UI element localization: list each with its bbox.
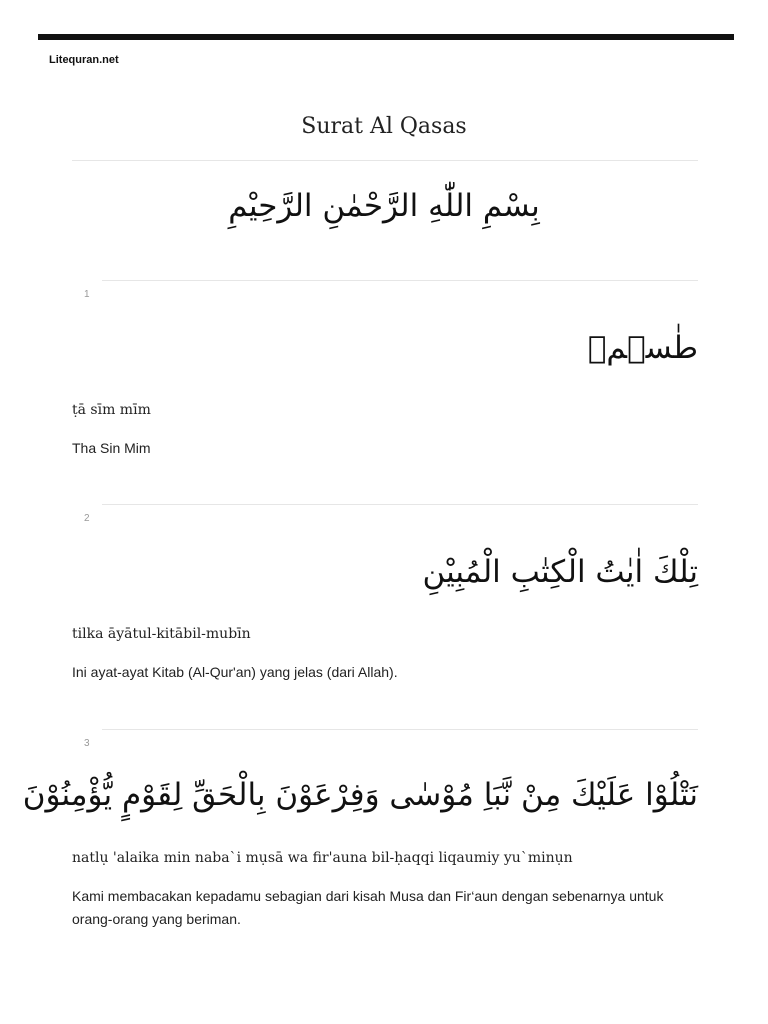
- verse-arabic: طٰسۤمۤ: [587, 330, 698, 366]
- top-bar: [38, 34, 734, 40]
- verse-divider: [102, 729, 698, 730]
- verse-latin: tilka āyātul-kitābil-mubīn: [72, 626, 251, 642]
- site-logo-link[interactable]: Litequran.net: [49, 54, 119, 66]
- verse-arabic: نَتْلُوْا عَلَيْكَ مِنْ نَّبَاِ مُوْسٰى وَفِرْعَوْنَ بِالْحَقِّ لِقَوْمٍ يُّؤْمِنُوْنَ: [22, 777, 698, 813]
- verse-divider: [102, 504, 698, 505]
- verse-translation: Ini ayat-ayat Kitab (Al-Qur'an) yang jelas (dari Allah).: [72, 664, 398, 680]
- verse-arabic: تِلْكَ اٰيٰتُ الْكِتٰبِ الْمُبِيْنِ: [422, 554, 698, 590]
- verse-number: 3: [84, 738, 90, 749]
- verse-translation: Kami membacakan kepadamu sebagian dari kisah Musa dan Fir‘aun dengan sebenarnya untuk orang-orang yang beriman.: [72, 888, 664, 927]
- verse-latin: ṭā sīm mīm: [72, 402, 151, 418]
- bismillah: بِسْمِ اللّٰهِ الرَّحْمٰنِ الرَّحِيْمِ: [228, 188, 540, 224]
- verse-latin: natlụ 'alaika min naba`i mụsā wa fir'auna bil-ḥaqqi liqaumiy yu`minụn: [72, 850, 573, 866]
- verse-number: 1: [84, 289, 90, 300]
- verse-translation: Tha Sin Mim: [72, 440, 151, 456]
- page-title: Surat Al Qasas: [301, 114, 467, 139]
- title-divider: [72, 160, 698, 161]
- verse-number: 2: [84, 513, 90, 524]
- verse-divider: [102, 280, 698, 281]
